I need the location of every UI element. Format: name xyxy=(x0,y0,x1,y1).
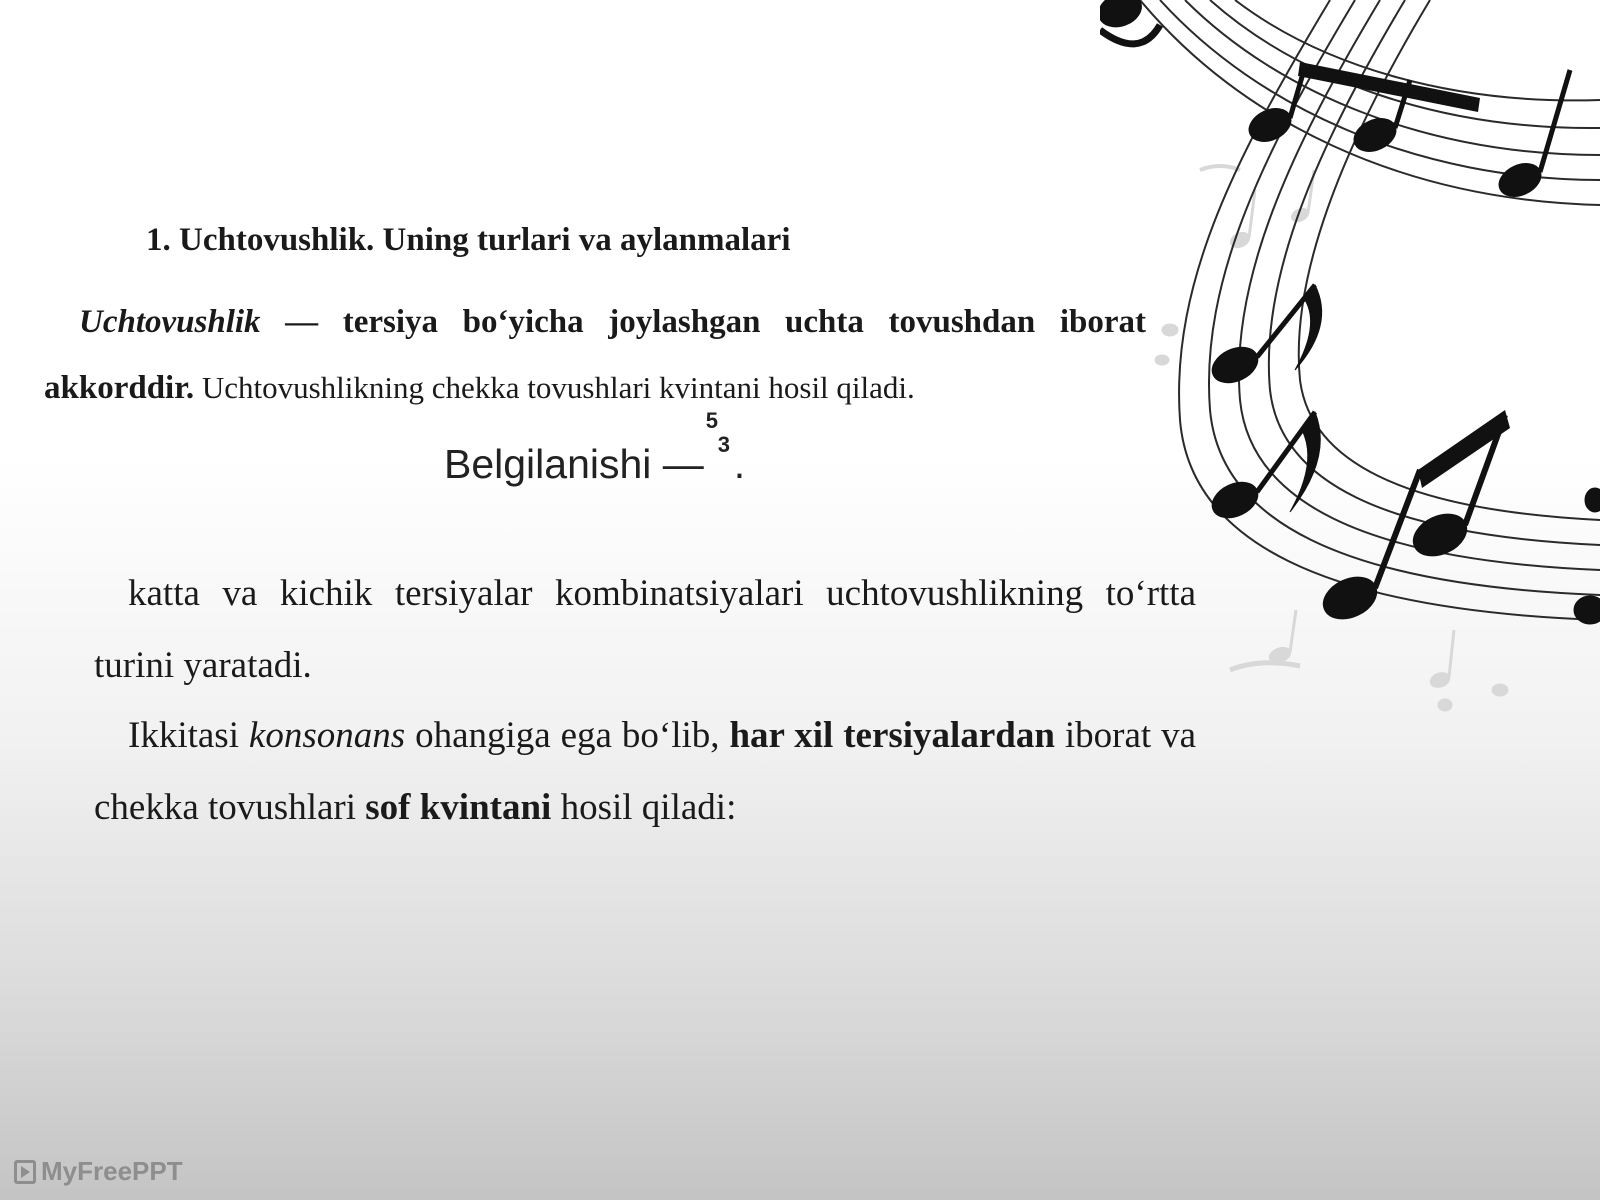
play-icon xyxy=(14,1160,36,1184)
p2-italic-konsonans: konsonans xyxy=(248,715,406,756)
notation-line xyxy=(444,408,746,488)
watermark-text: MyFreePPT xyxy=(41,1156,183,1186)
p2-text-3: iborat va chekka tovushlari xyxy=(94,715,1197,828)
definition-rest: Uchtovushlikning chekka tovushlari kvintani hosil qiladi. xyxy=(194,370,915,405)
paragraph-types: katta va kichik tersiyalar kombinatsiyalari uchtovushlikning to‘rtta turini yaratadi. xyxy=(94,573,1196,686)
p2-text-4: hosil qiladi: xyxy=(551,787,737,828)
definition-paragraph xyxy=(44,290,1146,421)
slide-heading: 1. Uchtovushlik. Uning turlari va aylanmalari xyxy=(146,222,791,258)
figured-bass-bottom: 3 xyxy=(717,432,731,457)
p2-text-1: Ikkitasi xyxy=(128,715,249,756)
notation-end: . xyxy=(733,441,746,487)
figured-bass xyxy=(704,408,734,478)
notation-label: Belgilanishi — xyxy=(444,441,704,487)
paragraph-consonant xyxy=(94,700,1196,844)
p2-bold-tersiyalardan: har xil tersiyalardan xyxy=(729,715,1055,756)
figured-bass-top: 5 xyxy=(705,408,719,433)
definition-term: Uchtovushlik xyxy=(79,304,261,340)
definition-bold-text: — tersiya bo‘yicha joylashgan uchta tovushdan iborat akkorddir. xyxy=(44,304,1146,406)
watermark-logo xyxy=(14,1156,183,1187)
p2-text-2: ohangiga ega bo‘lib, xyxy=(405,715,730,756)
p2-bold-sof-kvintani: sof kvintani xyxy=(365,787,552,828)
